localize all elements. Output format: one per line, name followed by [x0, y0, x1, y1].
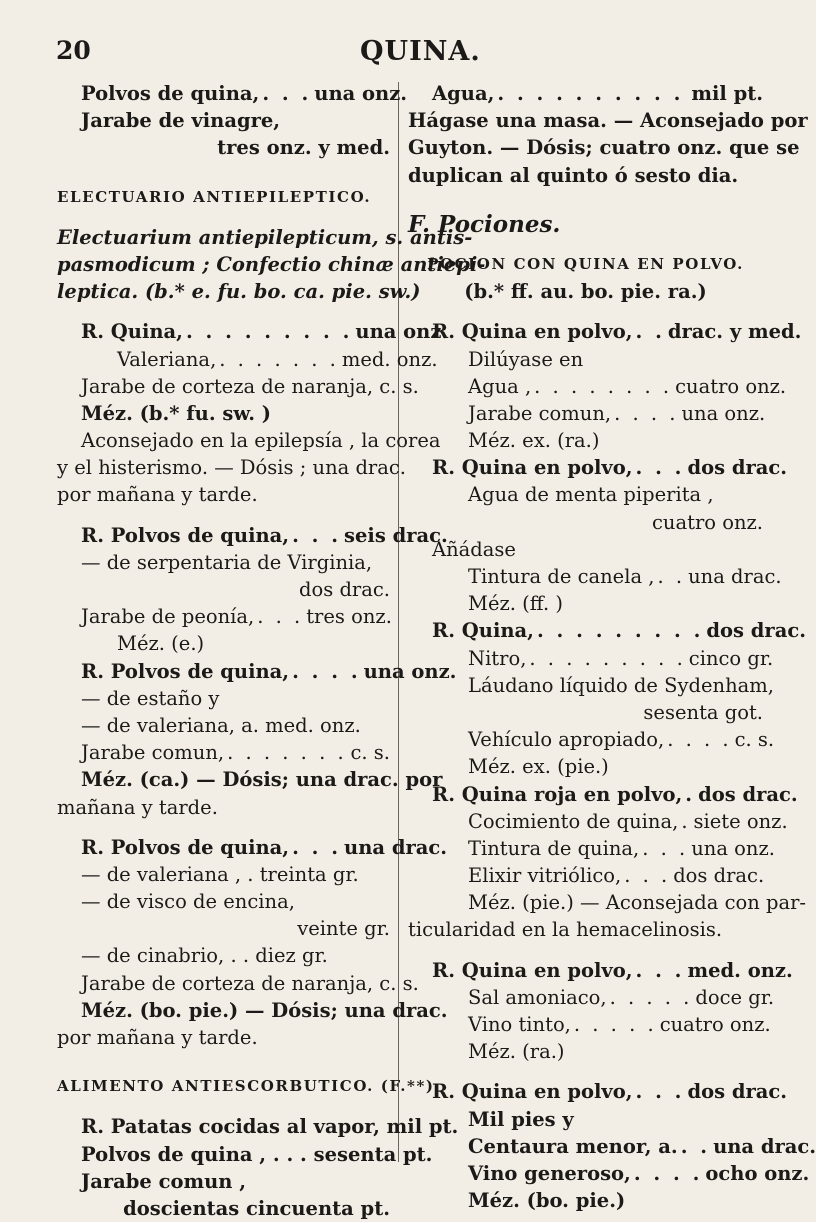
recipe-line: Jarabe de peonía, . . . tres onz.: [81, 605, 392, 629]
recipe-line: R. Quina, . . . . . . . . . una onz.: [81, 320, 449, 344]
page-number: 20: [56, 36, 91, 65]
recipe-line: Nitro, . . . . . . . . . cinco gr.: [468, 646, 774, 670]
text-line: Jarabe de vinagre,: [81, 109, 281, 133]
recipe-line: Méz. (pie.) — Aconsejada con par-: [468, 891, 807, 915]
recipe-line: Méz. ex. (pie.): [468, 755, 609, 779]
recipe-line: Méz. (ff. ): [468, 592, 563, 616]
recipe-line: Méz. (bo. pie.): [468, 1189, 626, 1213]
text-line: duplican al quinto ó sesto dia.: [408, 163, 739, 187]
recipe-line: cuatro onz.: [652, 510, 763, 534]
recipe-line: Méz. (b.* fu. sw. ): [81, 401, 272, 425]
recipe-line: y el histerismo. — Dósis ; una drac.: [57, 456, 407, 480]
recipe-line: doscientas cincuenta pt.: [123, 1196, 390, 1220]
recipe-line: Vino tinto, . . . . . cuatro onz.: [468, 1013, 771, 1036]
recipe-line: Jarabe comun, . . . . . . . c. s.: [81, 741, 390, 765]
section-heading: ALIMENTO ANTIESCORBUTICO. (F.**): [57, 1077, 435, 1096]
text-line: leptica. (b.* e. fu. bo. ca. pie. sw.): [57, 280, 421, 304]
recipe-line: Agua de menta piperita ,: [468, 483, 714, 507]
recipe-line: Dilúyase en: [468, 347, 584, 371]
recipe-line: Tintura de canela , . . una drac.: [468, 565, 782, 588]
recipe-line: Méz. (e.): [117, 632, 205, 656]
recipe-line: R. Quina roja en polvo, . dos drac.: [432, 782, 798, 806]
recipe-line: Polvos de quina , . . . sesenta pt.: [81, 1142, 433, 1166]
recipe-line: por mañana y tarde.: [57, 1026, 258, 1049]
recipe-line: mañana y tarde.: [57, 795, 218, 819]
recipe-line: Agua , . . . . . . . . cuatro onz.: [468, 374, 787, 398]
recipe-line: sesenta got.: [643, 700, 763, 724]
recipe-line: Agua, . . . . . . . . . . mil pt.: [432, 82, 763, 105]
recipe-line: R. Polvos de quina, . . . una drac.: [81, 835, 448, 859]
right-column: [408, 80, 816, 1214]
recipe-line: Jarabe de corteza de naranja, c. s.: [81, 374, 419, 398]
recipe-line: — de estaño y: [81, 686, 220, 710]
recipe-line: R. Patatas cocidas al vapor, mil pt.: [81, 1115, 459, 1139]
recipe-line: Méz. (ca.) — Dósis; una drac. por: [81, 768, 443, 792]
recipe-line: — de serpentaria de Virginia,: [81, 550, 373, 574]
recipe-line: R. Quina en polvo, . . . med. onz.: [432, 958, 793, 982]
recipe-line: Vino generoso, . . . . ocho onz.: [468, 1161, 810, 1185]
section-subheading: (b.* ff. au. bo. pie. ra.): [464, 280, 707, 304]
text-line: Electuarium antiepilepticum, s. antis-: [57, 225, 473, 249]
recipe-line: R. Polvos de quina, . . . seis drac.: [81, 523, 448, 547]
section-title: F. Pociones.: [408, 210, 561, 238]
running-head: QUINA.: [360, 36, 481, 67]
recipe-line: Méz. ex. (ra.): [468, 429, 600, 453]
section-heading: ELECTUARIO ANTIEPILEPTICO.: [57, 187, 372, 206]
page-header: [0, 36, 800, 76]
recipe-line: Vehículo apropiado, . . . . c. s.: [468, 728, 775, 752]
recipe-line: veinte gr.: [297, 917, 390, 941]
recipe-line: dos drac.: [299, 578, 390, 601]
recipe-line: Mil pies y: [468, 1107, 574, 1131]
recipe-line: Jarabe de corteza de naranja, c. s.: [81, 971, 419, 995]
recipe-line: R. Quina, . . . . . . . . . dos drac.: [432, 619, 807, 643]
recipe-line: Sal amoniaco, . . . . . doce gr.: [468, 985, 775, 1009]
recipe-line: R. Quina en polvo, . . . dos drac.: [432, 456, 788, 480]
recipe-line: Méz. (bo. pie.) — Dósis; una drac.: [81, 998, 448, 1022]
recipe-line: — de valeriana , . treinta gr.: [81, 862, 359, 886]
recipe-line: — de visco de encina,: [81, 890, 295, 914]
recipe-line: Añádase: [432, 537, 516, 561]
recipe-line: Láudano líquido de Sydenham,: [468, 673, 774, 697]
text-line: Guyton. — Dósis; cuatro onz. que se: [408, 136, 800, 160]
recipe-line: por mañana y tarde.: [57, 483, 258, 507]
recipe-line: R. Quina en polvo, . . . dos drac.: [432, 1080, 788, 1104]
recipe-line: — de cinabrio, . . diez gr.: [81, 944, 328, 968]
text-line: tres onz. y med.: [217, 136, 390, 160]
recipe-line: ticularidad en la hemacelinosis.: [408, 918, 723, 942]
recipe-line: — de valeriana, a. med. onz.: [81, 713, 361, 737]
recipe-line: R. Quina en polvo, . . drac. y med.: [432, 320, 802, 344]
recipe-line: Valeriana, . . . . . . . med. onz.: [117, 347, 438, 371]
recipe-line: Jarabe comun ,: [81, 1169, 247, 1193]
recipe-line: Aconsejado en la epilepsía , la corea: [81, 429, 441, 453]
recipe-line: Tintura de quina, . . . una onz.: [468, 836, 775, 860]
recipe-line: Cocimiento de quina, . siete onz.: [468, 809, 788, 833]
text-line: Hágase una masa. — Aconsejado por: [408, 109, 808, 133]
section-heading: POCION CON QUINA EN POLVO.: [427, 254, 744, 273]
recipe-line: R. Polvos de quina, . . . . una onz.: [81, 659, 457, 683]
text-line: pasmodicum ; Confectio chinæ antiepi-: [57, 252, 486, 276]
recipe-line: Elixir vitriólico, . . . dos drac.: [468, 864, 765, 888]
recipe-line: Centaura menor, a. . . una drac.: [468, 1134, 816, 1158]
recipe-line: Méz. (ra.): [468, 1040, 565, 1064]
text-line: Polvos de quina, . . . una onz.: [81, 82, 408, 105]
recipe-line: Jarabe comun, . . . . una onz.: [468, 401, 766, 425]
